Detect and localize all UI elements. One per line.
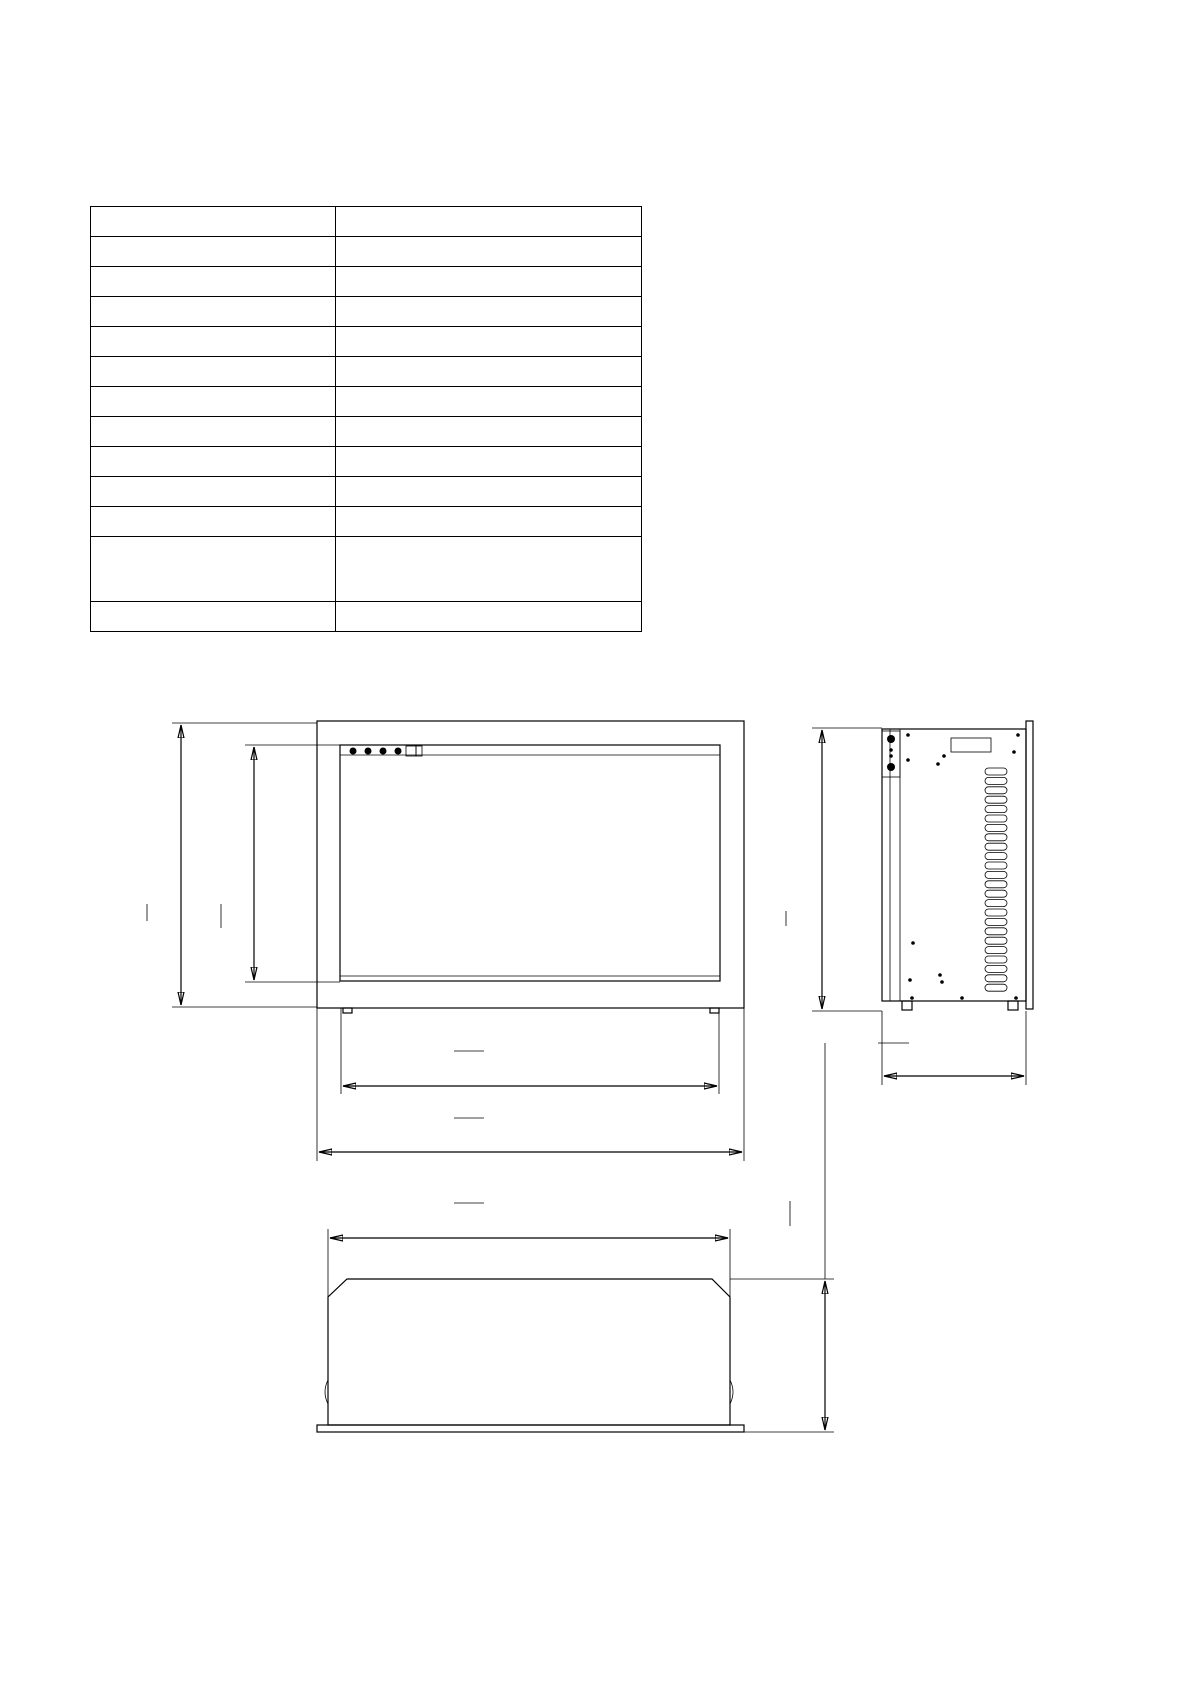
vent-slot: [985, 909, 1007, 916]
vent-slot: [985, 787, 1007, 794]
front-dimensions: [147, 723, 744, 1161]
front-foot-right: [710, 1008, 719, 1013]
control-panel: [350, 746, 423, 756]
vent-slots: [985, 768, 1007, 991]
control-switch-2: [416, 746, 422, 756]
control-knob-1: [350, 748, 357, 755]
vent-slot: [985, 928, 1007, 935]
screw-dot: [1014, 996, 1018, 1000]
rating-label: [951, 738, 991, 752]
screw-dot: [906, 733, 910, 737]
control-knob-3: [380, 748, 387, 755]
screw-dot: [936, 762, 940, 766]
vent-slot: [985, 890, 1007, 897]
screw-dot: [940, 980, 944, 984]
vent-slot: [985, 824, 1007, 831]
vent-slot: [985, 900, 1007, 907]
control-knob-4: [395, 748, 402, 755]
side-bracket-hole-top: [887, 735, 895, 743]
top-dimensions: [328, 1043, 834, 1432]
screw-dot: [960, 996, 964, 1000]
vent-slot: [985, 918, 1007, 925]
vent-slot: [985, 796, 1007, 803]
vent-slot: [985, 965, 1007, 972]
screw-dot: [1012, 750, 1016, 754]
screw-dot: [1016, 733, 1020, 737]
vent-slot: [985, 777, 1007, 784]
front-outer-frame: [317, 721, 744, 1008]
vent-slot: [985, 815, 1007, 822]
screw-dot: [911, 941, 915, 945]
side-foot-left: [902, 1001, 912, 1010]
screw-dot: [908, 978, 912, 982]
vent-slot: [985, 984, 1007, 991]
side-screws: [906, 733, 1020, 1000]
side-bracket-dot-2: [889, 754, 893, 758]
screw-dot: [942, 754, 946, 758]
control-knob-2: [365, 748, 372, 755]
vent-slot: [985, 862, 1007, 869]
vent-slot: [985, 871, 1007, 878]
vent-slot: [985, 956, 1007, 963]
vent-slot: [985, 937, 1007, 944]
vent-slot: [985, 768, 1007, 775]
control-switch: [406, 746, 416, 756]
top-view: [317, 1279, 744, 1432]
side-view: [882, 721, 1033, 1010]
side-bracket-dot-1: [889, 748, 893, 752]
front-foot-left: [343, 1008, 352, 1013]
top-base-plate: [317, 1425, 744, 1432]
vent-slot: [985, 947, 1007, 954]
side-bracket-hole-bottom: [887, 763, 895, 771]
screw-dot: [938, 973, 942, 977]
vent-slot: [985, 834, 1007, 841]
side-flange: [1026, 721, 1033, 1009]
side-foot-right: [1008, 1001, 1018, 1010]
vent-slot: [985, 881, 1007, 888]
top-body: [328, 1279, 730, 1425]
side-body: [882, 729, 1026, 1001]
front-view: [317, 721, 744, 1013]
front-glass-panel: [340, 745, 720, 981]
vent-slot: [985, 806, 1007, 813]
vent-slot: [985, 975, 1007, 982]
screw-dot: [906, 758, 910, 762]
vent-slot: [985, 853, 1007, 860]
screw-dot: [910, 996, 914, 1000]
vent-slot: [985, 843, 1007, 850]
